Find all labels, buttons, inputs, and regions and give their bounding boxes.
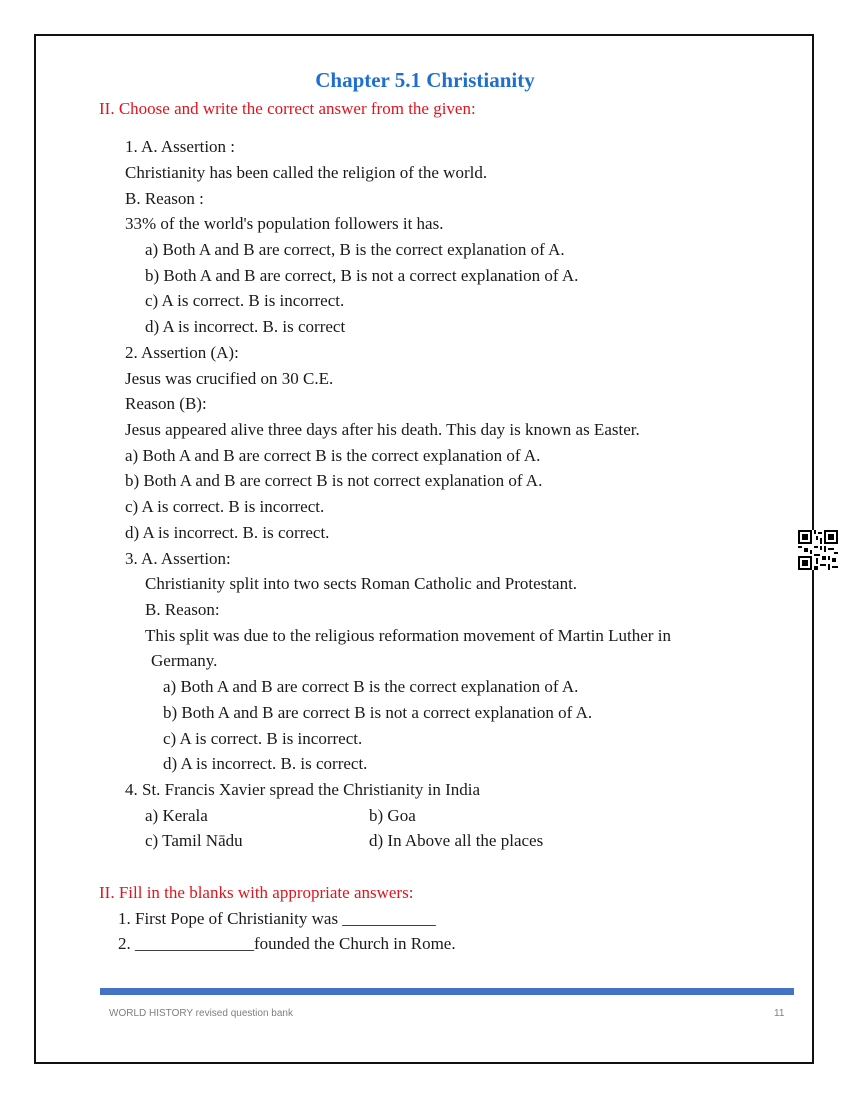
q1-label: 1. A. Assertion : [125,137,236,156]
fill-blank-item-2: 2. ______________founded the Church in Rome. [118,934,456,953]
q1-option-d: d) A is incorrect. B. is correct [145,317,346,336]
q3-option-c: c) A is correct. B is incorrect. [163,729,363,748]
q3-option-b: b) Both A and B are correct B is not a correct explanation of A. [163,703,593,722]
footer-divider [100,988,794,995]
q2-option-c: c) A is correct. B is incorrect. [125,497,325,516]
q2-label: 2. Assertion (A): [125,343,239,362]
q3-reason-line2: Germany. [151,651,218,670]
q3-reason-line1: This split was due to the religious reformation movement of Martin Luther in [145,626,671,645]
q2-assertion: Jesus was crucified on 30 C.E. [125,369,334,388]
q1-reason: 33% of the world's population followers it has. [125,214,444,233]
q3-option-a: a) Both A and B are correct B is the correct explanation of A. [163,677,579,696]
q2-reason: Jesus appeared alive three days after his death. This day is known as Easter. [125,420,640,439]
page-number: 11 [774,1008,785,1019]
chapter-title: Chapter 5.1 Christianity [315,68,535,92]
q4-option-a: a) Kerala [145,806,208,825]
q1-option-b: b) Both A and B are correct, B is not a correct explanation of A. [145,266,579,285]
q1-option-a: a) Both A and B are correct, B is the correct explanation of A. [145,240,565,259]
q3-reason-label: B. Reason: [145,600,220,619]
q3-label: 3. A. Assertion: [125,549,231,568]
fill-blank-item-1: 1. First Pope of Christianity was ___________ [118,909,436,928]
q4-option-b: b) Goa [369,806,416,825]
q1-option-c: c) A is correct. B is incorrect. [145,291,345,310]
section-heading-fill-blanks: II. Fill in the blanks with appropriate answers: [99,883,414,902]
q1-reason-label: B. Reason : [125,189,204,208]
qr-code-icon [798,530,838,570]
q2-option-d: d) A is incorrect. B. is correct. [125,523,330,542]
q2-option-a: a) Both A and B are correct B is the correct explanation of A. [125,446,541,465]
q4-option-c: c) Tamil Nādu [145,831,243,850]
q2-reason-label: Reason (B): [125,394,207,413]
q1-assertion: Christianity has been called the religion of the world. [125,163,488,182]
q3-assertion: Christianity split into two sects Roman Catholic and Protestant. [145,574,578,593]
q2-option-b: b) Both A and B are correct B is not correct explanation of A. [125,471,543,490]
section-heading-choose: II. Choose and write the correct answer from the given: [99,99,476,118]
footer-title: WORLD HISTORY revised question bank [109,1008,293,1019]
q4-option-d: d) In Above all the places [369,831,544,850]
q4-question: 4. St. Francis Xavier spread the Christianity in India [125,780,481,799]
q3-option-d: d) A is incorrect. B. is correct. [163,754,368,773]
